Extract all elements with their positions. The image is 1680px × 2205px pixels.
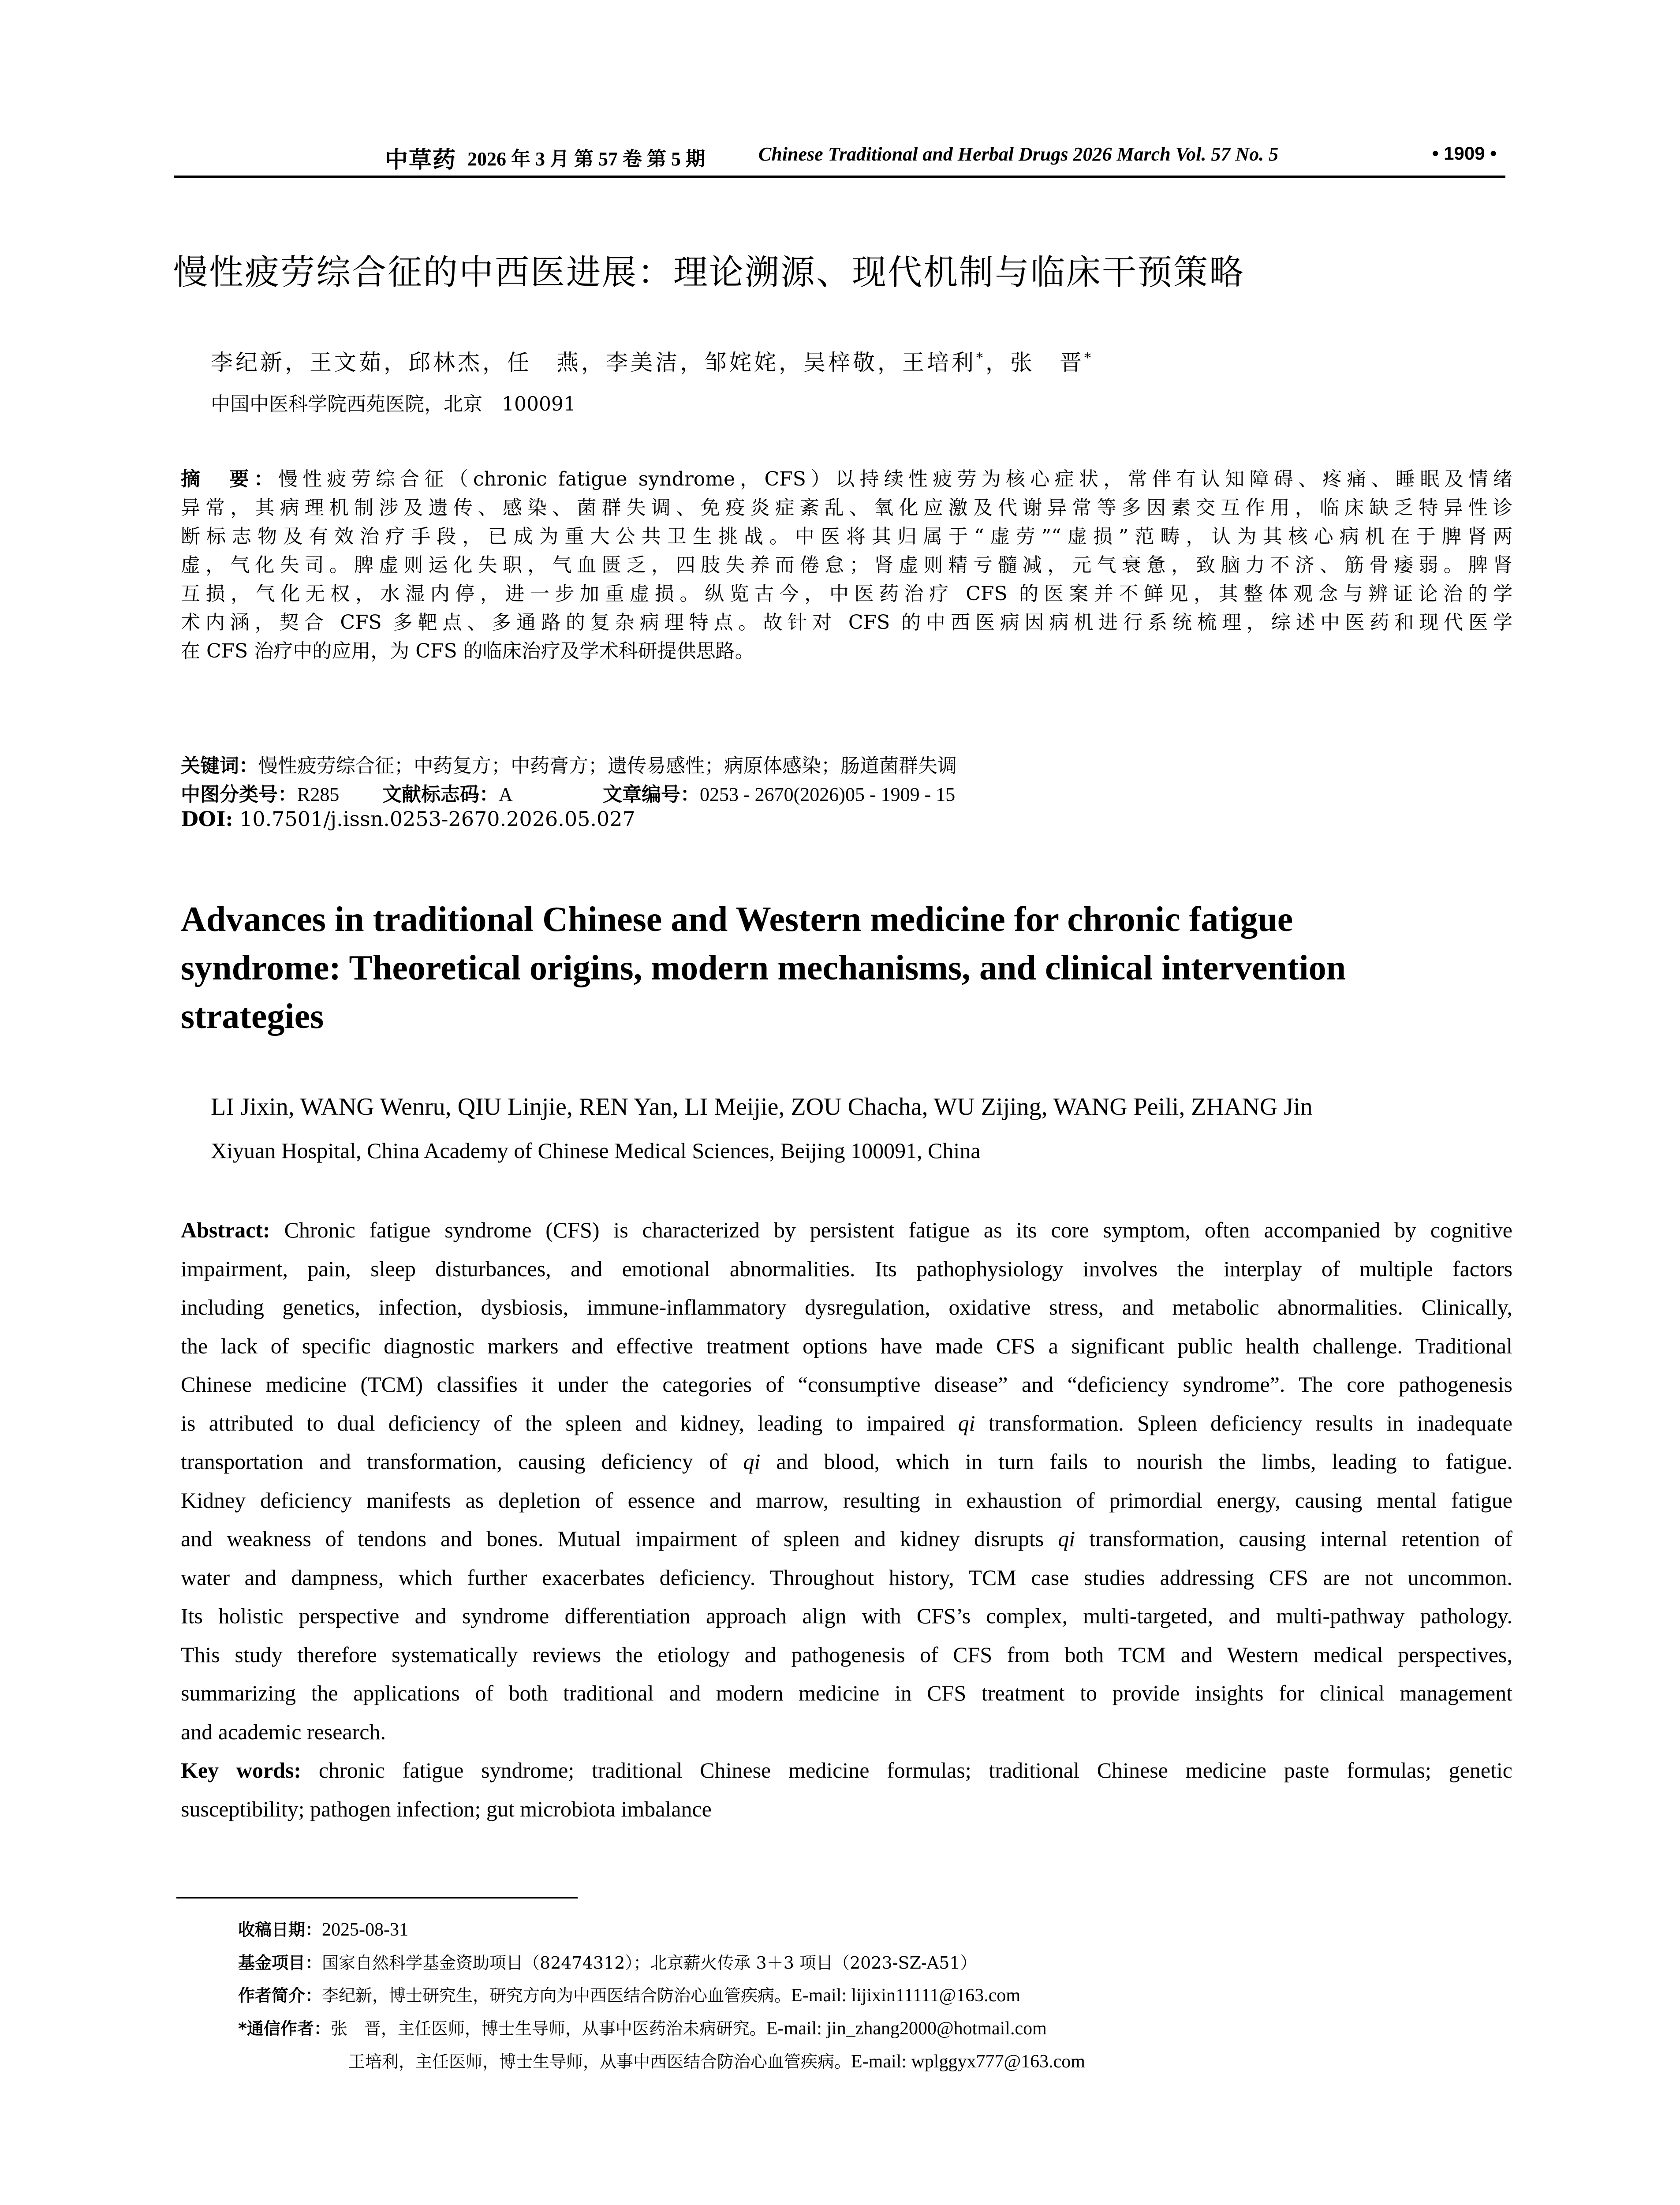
cn-abstract-line <box>181 578 1512 606</box>
header-rule <box>174 176 1505 178</box>
footnote-received <box>238 1916 408 1940</box>
en-keywords-label: Key words: <box>181 1758 302 1783</box>
cn-authors <box>211 345 1094 377</box>
en-title-line-1: Advances in traditional Chinese and Western medicine for chronic fatigue <box>181 900 1293 939</box>
en-abstract-text: transformation. Spleen deficiency results in inadequate <box>975 1410 1512 1435</box>
en-authors: LI Jixin, WANG Wenru, QIU Linjie, REN Yan, LI Meijie, ZOU Chacha, WU Zijing, WANG Peili, ZHANG Jin <box>211 1093 1313 1121</box>
issue-info-en: Chinese Traditional and Herbal Drugs 2026 March Vol. 57 No. 5 <box>758 143 1279 165</box>
cn-author: 王文茹 <box>310 350 384 375</box>
issue-info-cn: 2026 年 3 月 第 57 卷 第 5 期 <box>467 148 705 170</box>
en-abstract-line <box>181 1410 1512 1436</box>
article-no-value: 0253 - 2670(2026)05 - 1909 - 15 <box>700 784 956 805</box>
doi-label: DOI: <box>181 807 233 831</box>
separator: ， <box>581 350 606 375</box>
cn-abstract-line <box>181 492 1512 520</box>
journal-logo: 中草药 <box>385 146 457 173</box>
en-abstract-line <box>181 1449 1512 1474</box>
cn-abstract-text: 虚，气化失司。脾虚则运化失职，气血匮乏，四肢失养而倦怠；肾虚则精亏髓减，元气衰惫，致脑力不济、筋骨痿弱。脾肾 <box>181 554 1512 576</box>
bio-label: 作者简介： <box>238 1986 322 2005</box>
cn-keywords <box>181 750 957 778</box>
en-abstract-line <box>181 1603 1512 1629</box>
en-abstract-label: Abstract: <box>181 1218 270 1242</box>
separator: ， <box>680 350 705 375</box>
corr-2-email[interactable]: E-mail: wplggyx777@163.com <box>851 2052 1085 2072</box>
en-abstract-text: Kidney deficiency manifests as depletion of essence and marrow, resulting in exhaustion of primordial energy, causing mental fatigue <box>181 1487 1512 1513</box>
en-abstract-text: This study therefore systematically reviews the etiology and pathogenesis of CFS from both TCM and Western medical perspectives, <box>181 1642 1512 1667</box>
article-no-item <box>603 778 955 807</box>
article-no-label: 文章编号： <box>603 783 700 806</box>
cn-abstract-line <box>181 606 1512 635</box>
separator: ， <box>986 350 1010 375</box>
cn-author: 张 晋 <box>1010 350 1084 375</box>
en-abstract-text: and weakness of tendons and bones. Mutual impairment of spleen and kidney disrupts <box>181 1526 1058 1551</box>
italic-term: qi <box>1058 1526 1075 1551</box>
cn-keywords-label: 关键词： <box>181 755 258 777</box>
doc-code-item <box>382 778 603 807</box>
en-abstract-text: Chronic fatigue syndrome (CFS) is characterized by persistent fatigue as its core symptom, often accompanied by cognitive <box>270 1218 1512 1242</box>
cn-author: 任 燕 <box>507 350 581 375</box>
running-header <box>174 140 1505 173</box>
corr-2-text: 王培利，主任医师，博士生导师，从事中西医结合防治心血管疾病。 <box>348 2052 851 2071</box>
en-abstract-line <box>181 1372 1512 1397</box>
fund-label: 基金项目： <box>238 1953 322 1973</box>
doc-code-value: A <box>499 784 513 805</box>
cn-abstract-text: 在 CFS 治疗中的应用，为 CFS 的临床治疗及学术科研提供思路。 <box>181 640 754 662</box>
en-abstract-text: transformation, causing internal retention of <box>1075 1526 1512 1551</box>
cn-affiliation: 中国中医科学院西苑医院，北京 100091 <box>211 393 576 415</box>
cn-author: 吴梓敬 <box>803 350 877 375</box>
footnote-corresponding-1 <box>238 2015 1047 2039</box>
en-abstract-line <box>181 1294 1512 1320</box>
separator: ， <box>482 350 507 375</box>
footnote-author-bio <box>238 1982 1020 2006</box>
corresponding-mark: * <box>1084 350 1094 366</box>
clc-item <box>181 778 382 807</box>
cn-abstract-line <box>181 549 1512 577</box>
bio-value: 李纪新，博士研究生，研究方向为中西医结合防治心血管疾病。 <box>322 1986 791 2005</box>
en-abstract-text: transportation and transformation, causing deficiency of <box>181 1449 743 1474</box>
en-abstract-line <box>181 1565 1512 1590</box>
cn-keywords-value: 慢性疲劳综合征；中药复方；中药膏方；遗传易感性；病原体感染；肠道菌群失调 <box>258 755 957 777</box>
en-abstract-line <box>181 1256 1512 1282</box>
corresponding-mark: * <box>976 350 986 366</box>
corr-1-text: 张 晋，主任医师，博士生导师，从事中医药治未病研究。 <box>330 2019 766 2038</box>
italic-term: qi <box>743 1449 761 1474</box>
en-title-line-2: syndrome: Theoretical origins, modern mechanisms, and clinical intervention <box>181 949 1346 987</box>
cn-abstract-text: 慢性疲劳综合征（chronic fatigue syndrome，CFS）以持续性疲劳为核心症状，常伴有认知障碍、疼痛、睡眠及情绪 <box>278 468 1512 490</box>
en-abstract-text: Chinese medicine (TCM) classifies it under the categories of “consumptive disease” and “deficiency syndrome”. The core pathogenesis <box>181 1372 1512 1397</box>
corr-label: *通信作者： <box>238 2019 331 2038</box>
cn-author: 李纪新 <box>211 350 285 375</box>
en-abstract-text: impairment, pain, sleep disturbances, and emotional abnormalities. Its pathophysiology involves the interplay of multiple factors <box>181 1256 1512 1281</box>
en-abstract-line <box>181 1487 1512 1513</box>
en-keywords-line <box>181 1796 1512 1822</box>
en-abstract-text: and blood, which in turn fails to nourish the limbs, leading to fatigue. <box>760 1449 1512 1474</box>
footnote-corresponding-2 <box>348 2048 1085 2072</box>
cn-abstract-text: 互损，气化无权，水湿内停，进一步加重虚损。纵览古今，中医药治疗 CFS 的医案并不鲜见，其整体观念与辨证论治的学 <box>181 583 1512 605</box>
doi-value: 10.7501/j.issn.0253-2670.2026.05.027 <box>239 807 635 831</box>
en-abstract-line <box>181 1719 1512 1745</box>
italic-term: qi <box>958 1410 975 1435</box>
en-keywords-text: susceptibility; pathogen infection; gut microbiota imbalance <box>181 1796 712 1821</box>
footnote-fund <box>238 1949 977 1973</box>
cn-abstract-label: 摘 要： <box>181 468 278 490</box>
cn-abstract-line <box>181 635 1512 663</box>
cn-abstract-text: 术内涵，契合 CFS 多靶点、多通路的复杂病理特点。故针对 CFS 的中西医病因病机进行系统梳理，综述中医药和现代医学 <box>181 611 1512 634</box>
en-abstract-line <box>181 1642 1512 1667</box>
en-abstract-text: is attributed to dual deficiency of the spleen and kidney, leading to impaired <box>181 1410 958 1435</box>
cn-title: 慢性疲劳综合征的中西医进展：理论溯源、现代机制与临床干预策略 <box>173 253 1245 292</box>
cn-author: 邹姹姹 <box>705 350 779 375</box>
en-affiliation: Xiyuan Hospital, China Academy of Chinese Medical Sciences, Beijing 100091, China <box>211 1138 981 1163</box>
en-abstract-line <box>181 1217 1512 1243</box>
cn-abstract-text: 断标志物及有效治疗手段，已成为重大公共卫生挑战。中医将其归属于“虚劳”“虚损”范畴，认为其核心病机在于脾肾两 <box>181 525 1512 548</box>
bio-email[interactable]: E-mail: lijixin11111@163.com <box>791 1985 1021 2006</box>
en-abstract-text: Its holistic perspective and syndrome differentiation approach align with CFS’s complex, multi-targeted, and multi-pathway pathology. <box>181 1603 1512 1628</box>
en-keywords-line <box>181 1757 1512 1783</box>
en-abstract-text: water and dampness, which further exacerbates deficiency. Throughout history, TCM case studies addressing CFS are not uncommon. <box>181 1565 1512 1590</box>
cn-author: 王培利 <box>902 350 976 375</box>
en-abstract-text: summarizing the applications of both traditional and modern medicine in CFS treatment to provide insights for clinical management <box>181 1681 1512 1705</box>
received-value: 2025-08-31 <box>322 1920 408 1940</box>
separator: ， <box>384 350 408 375</box>
en-abstract-text: including genetics, infection, dysbiosis, immune-inflammatory dysregulation, oxidative stress, and metabolic abnormalities. Clinically, <box>181 1295 1512 1319</box>
cn-author: 邱林杰 <box>408 350 482 375</box>
footnote-rule <box>176 1897 578 1899</box>
separator: ， <box>779 350 803 375</box>
separator: ， <box>877 350 902 375</box>
en-keywords-text: chronic fatigue syndrome; traditional Chinese medicine formulas; traditional Chinese medicine paste formulas; genetic <box>301 1758 1512 1783</box>
clc-value: R285 <box>297 784 340 805</box>
en-title-line-3: strategies <box>181 997 324 1036</box>
clc-label: 中图分类号： <box>181 783 297 806</box>
doi-line <box>181 807 635 831</box>
cn-abstract-line <box>181 520 1512 549</box>
separator: ， <box>285 350 310 375</box>
cn-author: 李美洁 <box>606 350 680 375</box>
cn-abstract-line <box>181 463 1512 491</box>
en-abstract-text: the lack of specific diagnostic markers and effective treatment options have made CFS a significant public health challenge. Traditional <box>181 1333 1512 1358</box>
received-label: 收稿日期： <box>238 1920 322 1940</box>
corr-1-email[interactable]: E-mail: jin_zhang2000@hotmail.com <box>766 2018 1047 2039</box>
en-abstract-line <box>181 1526 1512 1551</box>
en-abstract-text: and academic research. <box>181 1719 386 1744</box>
fund-value: 国家自然科学基金资助项目（82474312）；北京薪火传承 3＋3 项目（2023-SZ-A51） <box>322 1953 977 1973</box>
en-abstract-line <box>181 1333 1512 1359</box>
page-number: • 1909 • <box>1432 143 1497 164</box>
cn-classification <box>181 778 955 807</box>
cn-abstract-text: 异常，其病理机制涉及遗传、感染、菌群失调、免疫炎症紊乱、氧化应激及代谢异常等多因素交互作用，临床缺乏特异性诊 <box>181 497 1512 519</box>
en-abstract-line <box>181 1680 1512 1706</box>
doc-code-label: 文献标志码： <box>382 783 499 806</box>
